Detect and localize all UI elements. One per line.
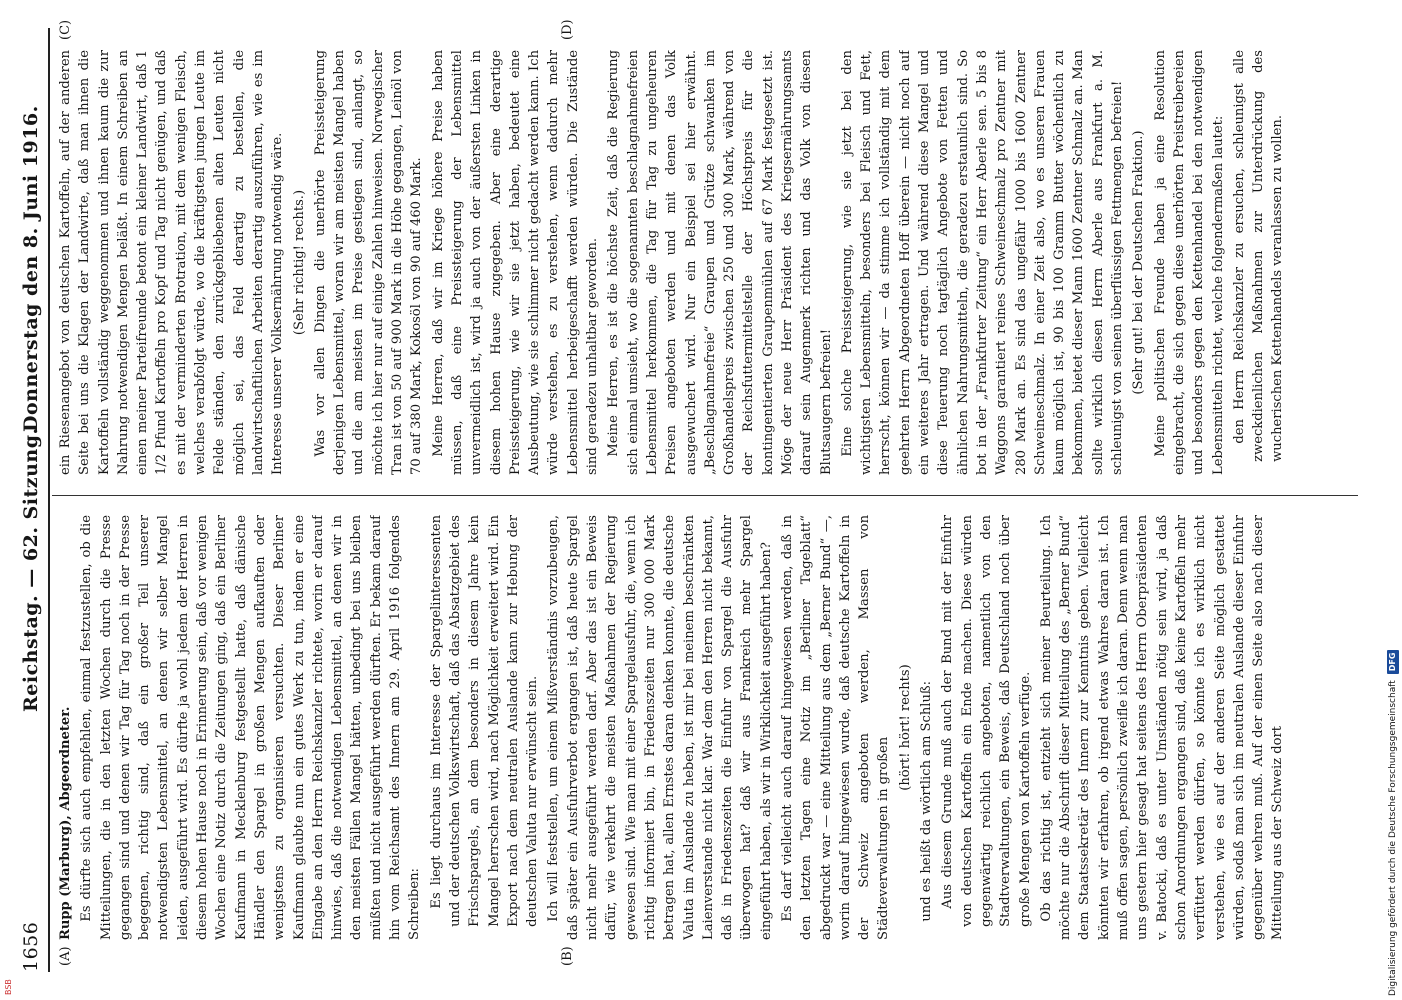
paragraph: Meine politischen Freunde haben ja eine Resolution eingebracht, die sich gegen diese unerhörten Preistreibereien und besonders gegen den Kettenhandel bei den notwendigen Lebensmitteln richtet, welche folgendermaßen lautet:: [1152, 50, 1226, 475]
quoted-notice: Aus diesem Grunde muß auch der Bund mit der Einfuhr von deutschen Kartoffeln ein Ende machen. Diese würden gegenwärtig reichlich angeboten, namentlich von den Stadtverwaltungen, ein Beweis, daß Deutschland noch über große Mengen von Kartoffeln verfüge.: [940, 515, 1033, 927]
left-column: [56, 515, 1360, 940]
paragraph: Meine Herren, es ist die höchste Zeit, daß die Regierung sich einmal umsieht, wo die sogenannten beschlagnahmefreien Lebensmittel herkommen, die Tag für Tag zu ungeheuren Preisen angeboten werden und mit denen das Volk ausgewuchert wird. Nur ein Beispiel sei hier erwähnt. „Beschlagnahmefreie“ Graupen und Grütze schwanken im Großhandelspreis zwischen 250 und 300 Mark, während von der Reichsfuttermittelstelle der Höchstpreis für die kontingentierten Graupenmühlen auf 67 Mark festgesetzt ist. Möge der neue Herr Präsident des Kriegsernährungsamts darauf sein Augenmerk richten und das Volk von diesen Blutsaugern befreien!: [606, 50, 834, 475]
margin-marker-a: (A): [58, 946, 73, 966]
paragraph: Eine solche Preissteigerung, wie sie jetzt bei den wichtigsten Lebensmitteln, besonders bei Fleisch und Fett, herrscht, können wir — da stimme ich vollständig mit dem geehrten Herrn Abgeordneten Hoff überein — nicht noch auf ein weiteres Jahr ertragen. Und während diese Mangel und diese Teuerung noch tagtäglich Angebote von Fetten und ähnlichen Nahrungsmitteln, die geradezu erstaunlich sind. So bot in der „Frankfurter Zeitung“ ein Herr Aberle sen. 5 bis 8 Waggons garantiert reines Schweineschmalz pro Zentner mit 280 Mark an. Es sind das ungefähr 1000 bis 1600 Zentner Schweineschmalz. In einer Zeit also, wo es unseren Frauen kaum möglich ist, 90 bis 100 Gramm Butter wöchentlich zu bekommen, bietet dieser Mann 1600 Zentner Schmalz an. Man sollte wirklich diesen Herrn Aberle aus Frankfurt a. M. schleunigst von seinen überflüssigen Fettmengen befreien!: [839, 50, 1126, 475]
paragraph: ein Riesenangebot von deutschen Kartoffeln, auf der anderen Seite bei uns die Klagen der Landwirte, daß man ihnen die Kartoffeln vollständig weggenommen und ihnen kaum die zur Nahrung notwendigen Mengen beläßt. In einem Schreiben an einen meiner Parteifreunde betont ein kleiner Landwirt, daß 1 1/2 Pfund Kartoffeln pro Kopf und Tag nicht genügen, und daß es mit der verminderten Brotration, mit dem wenigen Fleisch, welches verabfolgt würde, wo die kräftigsten jungen Leute im Felde ständen, den zurückgebliebenen alten Leuten nicht möglich sei, das Feld derartig zu bestellen, die landwirtschaftlichen Arbeiten derartig auszuführen, wie es im Interesse unserer Volksernährung notwendig wäre.: [58, 50, 286, 475]
interjection: (Sehr gut! bei der Deutschen Fraktion.): [1131, 130, 1147, 395]
session-title: Reichstag. — 62. Sitzung.: [20, 427, 42, 712]
paragraph: Es darf vielleicht auch darauf hingewiesen werden, daß in den letzten Tagen eine Notiz im „Berliner Tageblatt“ abgedruckt war — eine Mitteilung aus dem „Berner Bund“ —, worin darauf hingewiesen wurde, daß deutsche Kartoffeln in der Schweiz angeboten werden, Massen von Städteverwaltungen in großen: [779, 515, 892, 940]
paragraph: Meine Herren, daß wir im Kriege höhere Preise haben müssen, daß eine Preissteigerung der Lebensmittel unvermeidlich ist, wird ja auch von der äußersten Linken in diesem hohen Hause zugegeben. Aber eine derartige Preissteigerung, wie wir sie jetzt haben, bedeutet eine Ausbeutung, wie sie schlimmer nicht gedacht werden kann. Ich würde verstehen, es zu verstehen, wenn dadurch mehr Lebensmittel herbeigeschafft werden würden. Die Zustände sind geradezu unhaltbar geworden.: [430, 50, 601, 475]
paragraph: Ich will feststellen, um einem Mißverständnis vorzubeugen, daß später ein Ausfuhrverbot ergangen ist, daß heute Spargel nicht mehr ausgeführt werden darf. Aber das ist ein Beweis dafür, wie verkehrt die meisten Maßnahmen der Regierung gewesen sind. Wie man mit einer Spargelausfuhr, die, wenn ich richtig informiert bin, in Friedenszeiten nur 300 000 Mark betragen hat, allen Ernstes daran denken konnte, die deutsche Valuta im Auslande zu heben, ist mir bei meinem beschränkten Laienverstande nicht klar. War dem den Herren nicht bekannt, daß in Friedenszeiten die Einfuhr von Spargel die Ausfuhr überwogen hat? daß wir aus Frankreich mehr Spargel eingeführt haben, als wir in Wirklichkeit ausgeführt haben?: [546, 515, 774, 940]
column-divider: [52, 495, 1358, 496]
digitization-credit-strip: [1386, 4, 1400, 996]
interjection: (Sehr richtig! rechts.): [291, 189, 307, 336]
paragraph: und es heißt da wörtlich am Schluß:: [919, 680, 935, 922]
quoted-letter: Es liegt durchaus im Interesse der Spargelinteressenten und der deutschen Volkswirtschaft, daß das Absatzgebiet des Frischspargels, an dem besonders in diesem Jahre kein Mangel herrschen wird, nach Möglichkeit erweitert wird. Ein Export nach dem neutralen Auslande kann zur Hebung der deutschen Valuta nur erwünscht sein.: [428, 515, 541, 927]
interjection: (hört! hört! rechts): [897, 664, 913, 791]
dfg-logo: DFG: [1387, 650, 1399, 675]
session-date: Donnerstag den 8. Juni 1916.: [20, 105, 42, 432]
library-mark: [4, 955, 16, 995]
page-number: 1656: [20, 921, 42, 972]
margin-marker-d: (D): [560, 19, 575, 40]
resolution-text: den Herrn Reichskanzler zu ersuchen, schleunigst alle zweckdienlichen Maßnahmen zur Unterdrückung des wucherischen Kettenhandels veranlassen zu wollen.: [1231, 50, 1286, 462]
right-column: [56, 50, 1360, 475]
paragraph: Es dürfte sich auch empfehlen, einmal festzustellen, ob die Mitteilungen, die in den letzten Wochen durch die Presse gegangen sind und denen wir Tag für Tag noch in der Presse begegnen, richtig sind, daß ein großer Teil unserer notwendigsten Lebensmittel, an denen wir selber Mangel leiden, ausgeführt wird. Es dürfte ja wohl jedem der Herren in diesem hohen Hause noch in Erinnerung sein, daß vor wenigen Wochen eine Notiz durch die Zeitungen ging, daß ein Berliner Kaufmann in Mecklenburg festgestellt hatte, daß dänische Händler den Spargel in großen Mengen aufkauften oder wenigstens zu organisieren versuchten. Dieser Berliner Kaufmann glaubte nun ein gutes Werk zu tun, indem er eine Eingabe an den Herrn Reichskanzler richtete, worin er darauf hinwies, daß die notwendigen Lebensmittel, an denen wir in den meisten Fällen Mangel hätten, unbedingt bei uns bleiben müßten und nicht ausgeführt werden dürften. Er bekam darauf hin vom Reichsamt des Innern am 29. April 1916 folgendes Schreiben:: [79, 515, 423, 940]
paragraph: Ob das richtig ist, entzieht sich meiner Beurteilung. Ich möchte nur die Abschrift dieser Mitteilung des „Berner Bund“ dem Staatssekretär des Innern zur Kenntnis geben. Vielleicht könnten wir erfahren, ob irgend etwas Wahres daran ist. Ich muß offen sagen, persönlich zweifle ich daran. Denn wenn man uns gestern hier gesagt hat seitens des Herrn Oberpräsidenten v. Batocki, daß es unter Umständen nötig sein wird, ja daß schon Anordnungen ergangen sind, daß keine Kartoffeln mehr verfüttert werden dürfen, so könnte ich es wirklich nicht verstehen, wie es auf der anderen Seite möglich gestattet würden, sodaß man sich im neutralen Auslande dieser Einfuhr gegenüber wehren muß. Auf der einen Seite also nach dieser Mitteilung aus der Schweiz dort: [1038, 515, 1286, 940]
paragraph: Was vor allen Dingen die unerhörte Preissteigerung derjenigen Lebensmittel, woran wir am meisten Mangel haben und die am meisten im Preise gestiegen sind, anlangt, so möchte ich hier nur auf einige Zahlen hinweisen. Norwegischer Tran ist von 50 auf 900 Mark in die Höhe gegangen, Leinöl von 70 auf 380 Mark, Kokosöl von 90 auf 460 Mark.: [312, 50, 425, 475]
margin-marker-c: (C): [58, 19, 73, 40]
bsb-mark: BSB: [4, 979, 13, 995]
credit-text: Digitalisierung gefördert durch die Deutsche Forschungsgemeinschaft: [1388, 680, 1398, 996]
speaker-attribution: Rupp (Marburg), Abgeordneter.: [58, 706, 73, 940]
margin-marker-b: (B): [560, 946, 575, 966]
page-header: [14, 28, 50, 972]
